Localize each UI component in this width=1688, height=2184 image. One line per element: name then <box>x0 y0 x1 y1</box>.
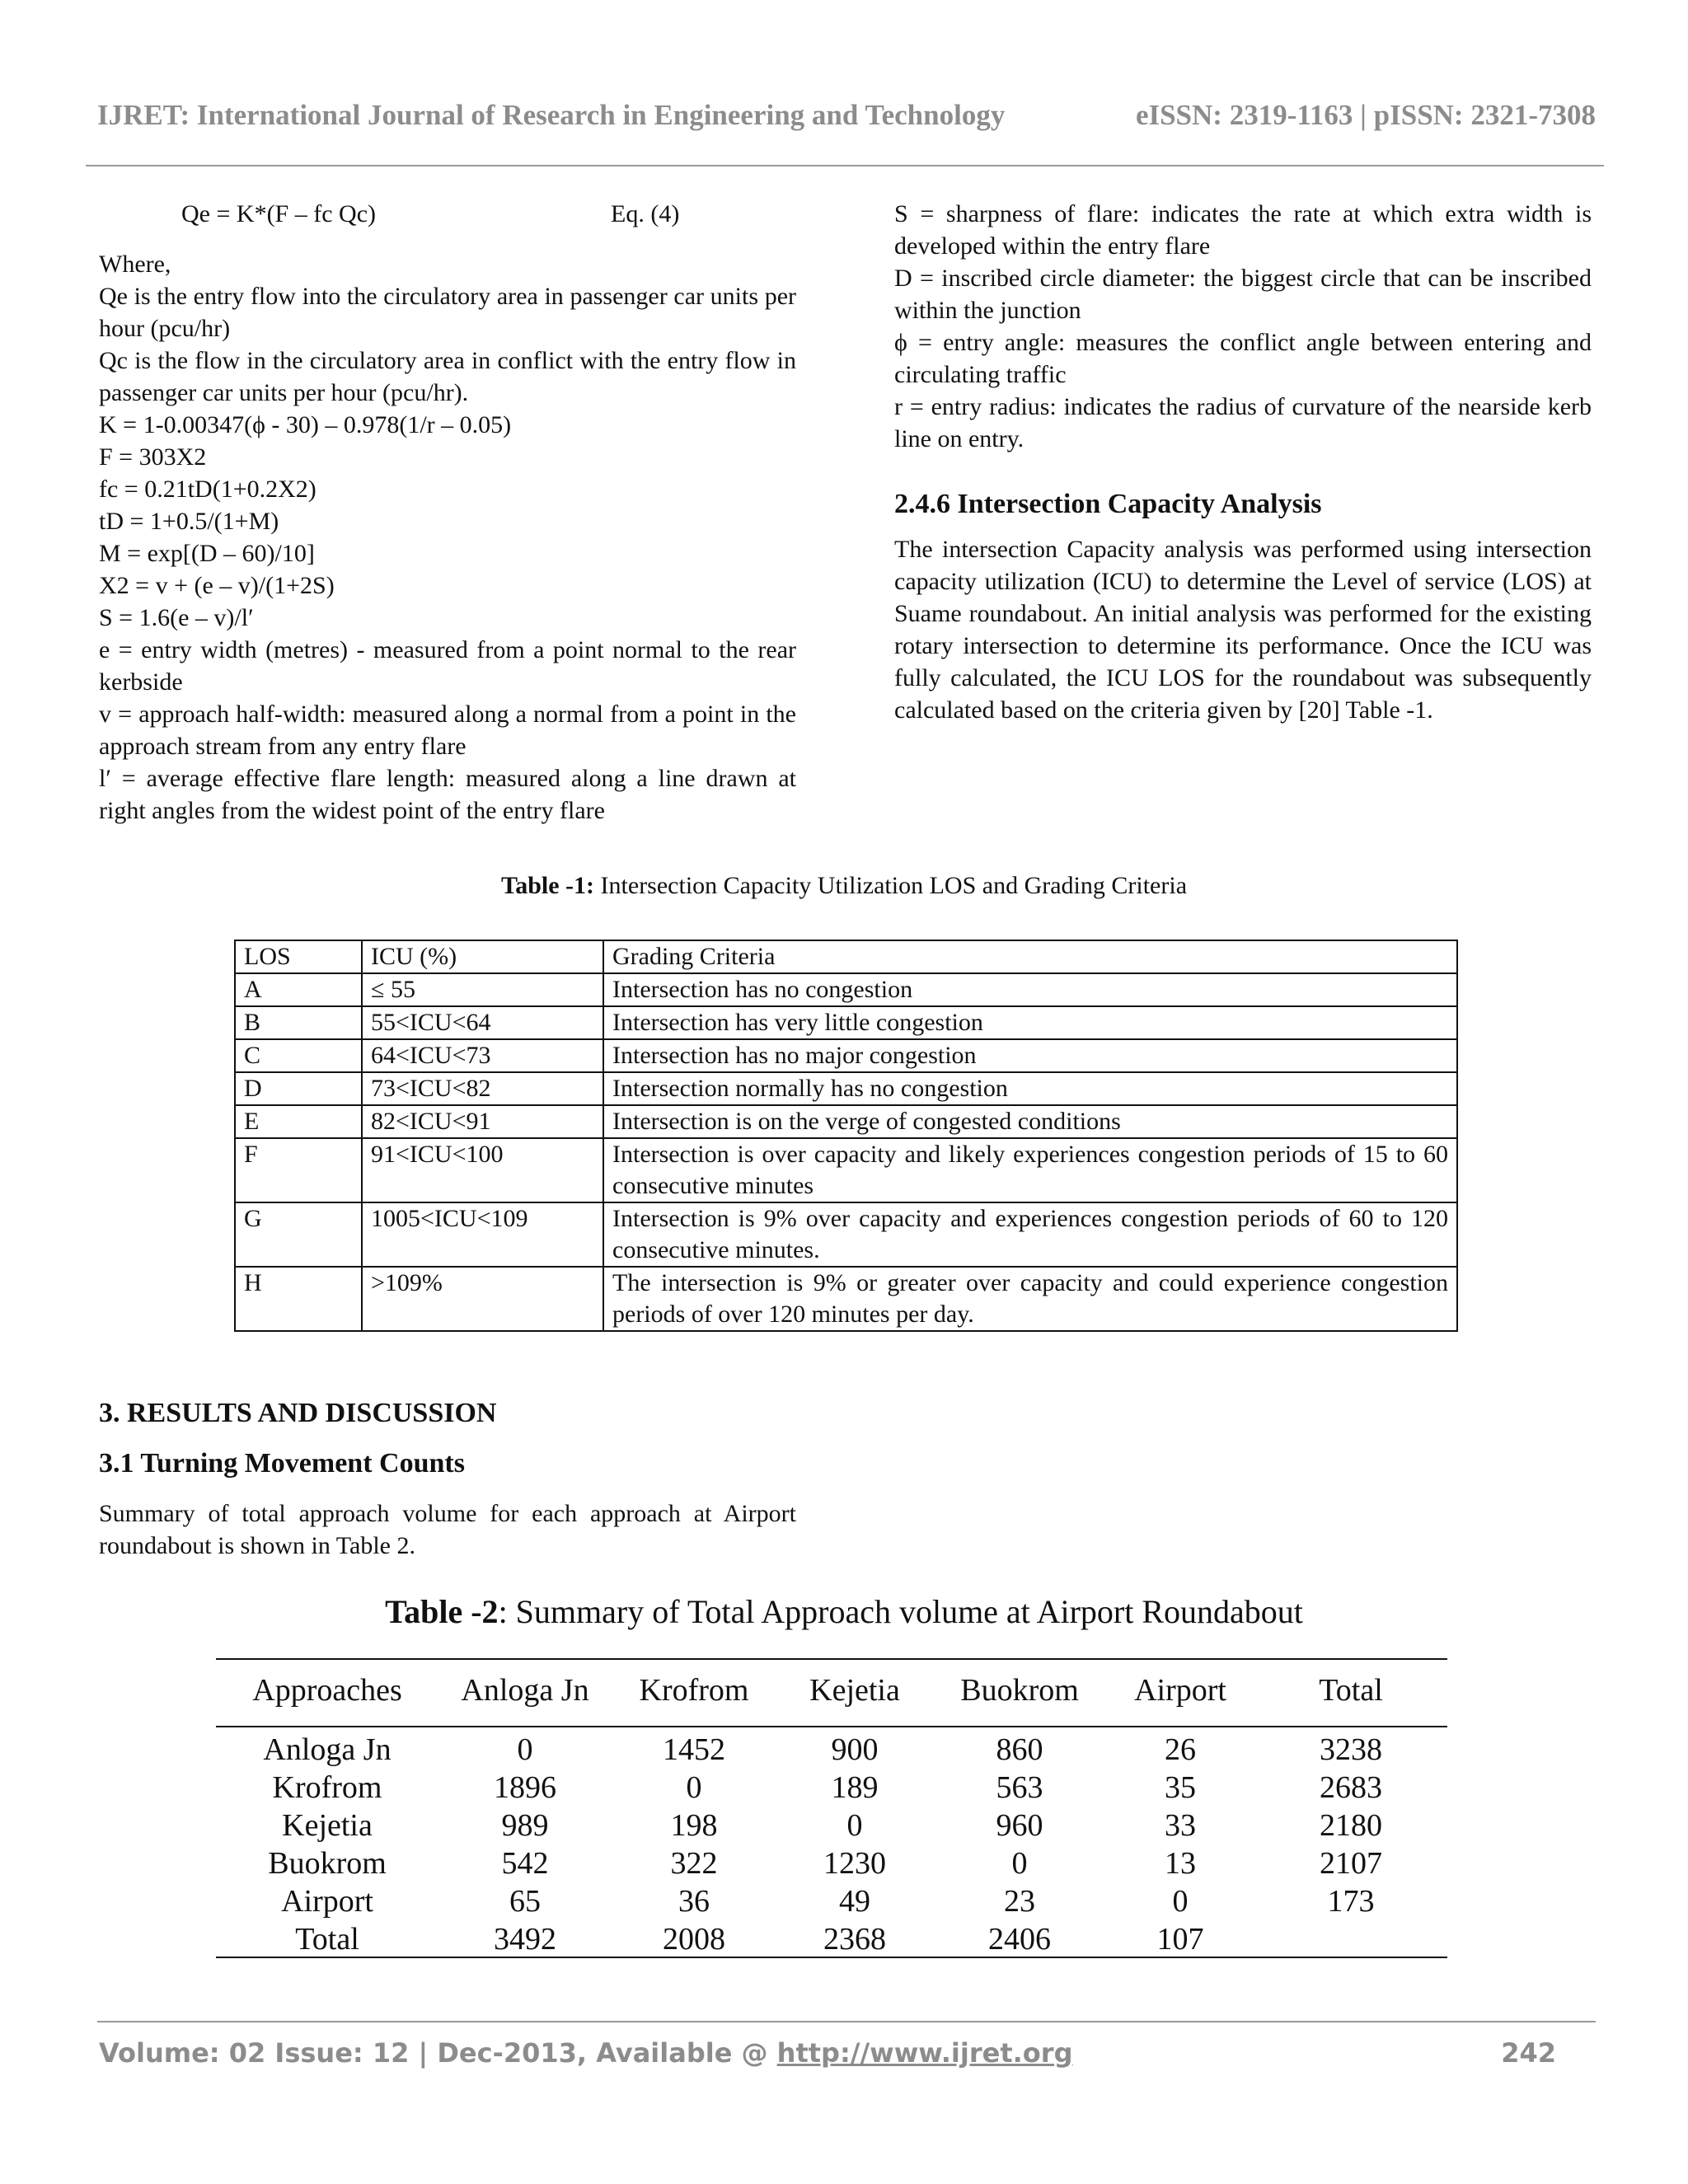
table-row <box>216 1844 1447 1882</box>
table-cell: A <box>235 973 362 1006</box>
s-formula: S = 1.6(e – v)/l′ <box>99 604 254 631</box>
equation-label: Eq. (4) <box>611 200 680 227</box>
table-cell: 989 <box>501 1808 549 1843</box>
table-cell: 0 <box>1011 1846 1028 1881</box>
header-cell: Grading Criteria <box>603 940 1457 973</box>
table-cell: 322 <box>670 1846 718 1881</box>
table-cell: 2008 <box>663 1922 725 1957</box>
issn: eISSN: 2319-1163 | pISSN: 2321-7308 <box>1135 99 1596 131</box>
table1-caption <box>0 872 1688 900</box>
table-cell: 0 <box>517 1732 533 1767</box>
table-cell: 0 <box>686 1770 702 1805</box>
where-label: Where, <box>99 251 171 278</box>
footer-rule <box>97 2021 1596 2022</box>
table-header-row <box>216 1661 1447 1719</box>
table-cell: 36 <box>678 1884 710 1919</box>
table2-top-rule <box>216 1658 1447 1660</box>
table-row <box>216 1731 1447 1769</box>
table-cell: G <box>235 1202 362 1267</box>
right-column <box>894 198 1592 726</box>
section3 <box>99 1397 796 1562</box>
table-cell: 900 <box>831 1732 879 1767</box>
table-cell: Intersection normally has no congestion <box>603 1072 1457 1105</box>
table-cell: 107 <box>1156 1922 1204 1957</box>
table-cell: 3492 <box>494 1922 556 1957</box>
qc-definition: Qc is the flow in the circulatory area in conflict with the entry flow in passenger car units per hour (pcu/hr). <box>99 347 796 406</box>
header-cell: ICU (%) <box>362 940 603 973</box>
table-cell: 2180 <box>1320 1808 1382 1843</box>
header-cell: Buokrom <box>960 1673 1079 1708</box>
table-row <box>235 1267 1457 1331</box>
table-cell: 173 <box>1327 1884 1375 1919</box>
table1-los-criteria <box>234 940 1458 1332</box>
table-cell: Buokrom <box>268 1846 387 1881</box>
table-cell: 860 <box>996 1732 1043 1767</box>
table1-caption-text: Intersection Capacity Utilization LOS and Grading Criteria <box>594 872 1188 899</box>
table2-approach-volume <box>216 1731 1447 1958</box>
table-header-row <box>235 940 1457 973</box>
table-cell: 1230 <box>823 1846 886 1881</box>
table-cell: 189 <box>831 1770 879 1805</box>
table-cell: 960 <box>996 1808 1043 1843</box>
header-cell: Anloga Jn <box>461 1673 589 1708</box>
page-number: 242 <box>1501 2037 1556 2069</box>
table-cell: Anloga Jn <box>263 1732 392 1767</box>
table-cell: D <box>235 1072 362 1105</box>
table-cell: 65 <box>509 1884 541 1919</box>
table-cell: 563 <box>996 1770 1043 1805</box>
table-cell: 198 <box>670 1808 718 1843</box>
header-cell: Kejetia <box>809 1673 900 1708</box>
equation-row <box>181 198 796 230</box>
phi-definition: ϕ = entry angle: measures the conflict angle between entering and circulating traffic <box>894 329 1592 388</box>
table-cell: Total <box>295 1922 359 1957</box>
fc-formula: fc = 0.21tD(1+0.2X2) <box>99 476 316 503</box>
table-cell: 13 <box>1165 1846 1196 1881</box>
table-cell: 82<ICU<91 <box>362 1105 603 1138</box>
table-cell: Intersection is 9% over capacity and experiences congestion periods of 60 to 120 consecutive minutes. <box>603 1202 1457 1267</box>
running-footer <box>99 2037 1556 2069</box>
table-cell: 35 <box>1165 1770 1196 1805</box>
table-cell: 55<ICU<64 <box>362 1006 603 1039</box>
table-cell: 2107 <box>1320 1846 1382 1881</box>
table-cell: 0 <box>1172 1884 1189 1919</box>
table-cell: 23 <box>1004 1884 1035 1919</box>
table2-mid-rule <box>216 1726 1447 1727</box>
table-row <box>216 1882 1447 1920</box>
header-cell: Total <box>1319 1673 1383 1708</box>
f-formula: F = 303X2 <box>99 443 207 471</box>
table-cell: >109% <box>362 1267 603 1331</box>
table-cell: Kejetia <box>282 1808 373 1843</box>
table-row <box>235 1039 1457 1072</box>
table-cell: Intersection has no major congestion <box>603 1039 1457 1072</box>
footer-volume <box>99 2037 1072 2069</box>
section-heading-results: 3. RESULTS AND DISCUSSION <box>99 1398 497 1428</box>
header-cell: Airport <box>1134 1673 1226 1708</box>
table-row <box>216 1769 1447 1807</box>
header-cell: LOS <box>235 940 362 973</box>
table-cell <box>1254 1920 1447 1958</box>
table-row <box>235 1138 1457 1202</box>
table2-caption-label: Table -2 <box>385 1593 499 1630</box>
table-cell: 49 <box>839 1884 870 1919</box>
l-definition: l′ = average effective flare length: measured along a line drawn at right angles from the widest point of the entry flare <box>99 765 796 824</box>
left-column <box>99 198 796 827</box>
table-cell: 1896 <box>494 1770 556 1805</box>
m-formula: M = exp[(D – 60)/10] <box>99 540 315 567</box>
table-cell: 73<ICU<82 <box>362 1072 603 1105</box>
table-cell: Intersection is over capacity and likely experiences congestion periods of 15 to 60 consecutive minutes <box>603 1138 1457 1202</box>
section-heading-icu: 2.4.6 Intersection Capacity Analysis <box>894 489 1322 519</box>
table-cell: 3238 <box>1320 1732 1382 1767</box>
table-cell: H <box>235 1267 362 1331</box>
table-cell: 1452 <box>663 1732 725 1767</box>
table-cell: Intersection has no congestion <box>603 973 1457 1006</box>
table-row <box>216 1920 1447 1958</box>
table-cell: 2683 <box>1320 1770 1382 1805</box>
header-cell: Krofrom <box>639 1673 749 1708</box>
table-cell: Airport <box>281 1884 373 1919</box>
icu-paragraph: The intersection Capacity analysis was performed using intersection capacity utilization (ICU) to determine the Level of service (LOS) at Suame roundabout. An initial analysis was performed for the existing rotary intersection to determine its performance. Once the ICU was fully calculated, the ICU LOS for the roundabout was subsequently calculated based on the criteria given by [20] Table -1. <box>894 536 1592 724</box>
table-cell: 2406 <box>988 1922 1051 1957</box>
table1-caption-label: Table -1: <box>500 872 595 899</box>
table-cell: 33 <box>1165 1808 1196 1843</box>
v-definition: v = approach half-width: measured along a normal from a point in the approach stream from any entry flare <box>99 701 796 760</box>
turning-paragraph: Summary of total approach volume for each approach at Airport roundabout is shown in Table 2. <box>99 1500 796 1559</box>
table-cell: ≤ 55 <box>362 973 603 1006</box>
table-row <box>235 1202 1457 1267</box>
journal-link[interactable]: http://www.ijret.org <box>776 2037 1073 2069</box>
table2-header <box>216 1661 1447 1719</box>
x2-formula: X2 = v + (e – v)/(1+2S) <box>99 572 335 599</box>
r-definition: r = entry radius: indicates the radius of curvature of the nearside kerb line on entry. <box>894 393 1592 452</box>
table-cell: Krofrom <box>272 1770 382 1805</box>
table-cell: F <box>235 1138 362 1202</box>
subsection-heading-turning: 3.1 Turning Movement Counts <box>99 1448 465 1479</box>
table-cell: Intersection has very little congestion <box>603 1006 1457 1039</box>
table-cell: E <box>235 1105 362 1138</box>
table-cell: 64<ICU<73 <box>362 1039 603 1072</box>
equation: Qe = K*(F – fc Qc) <box>181 200 377 227</box>
table-row <box>235 1006 1457 1039</box>
table-row <box>235 1072 1457 1105</box>
e-definition: e = entry width (metres) - measured from a point normal to the rear kerbside <box>99 636 796 696</box>
table-cell: Intersection is on the verge of congested conditions <box>603 1105 1457 1138</box>
journal-name: IJRET: International Journal of Research in Engineering and Technology <box>97 99 1006 131</box>
running-header <box>97 99 1596 132</box>
d-definition: D = inscribed circle diameter: the biggest circle that can be inscribed within the junction <box>894 265 1592 324</box>
header-cell: Approaches <box>252 1673 402 1708</box>
table2-bottom-rule <box>216 1957 1447 1958</box>
table-cell: B <box>235 1006 362 1039</box>
footer-volume-text: Volume: 02 Issue: 12 | Dec-2013, Available @ <box>99 2037 777 2069</box>
header-rule <box>86 165 1604 166</box>
table-cell: 2368 <box>823 1922 886 1957</box>
table-cell: 26 <box>1165 1732 1196 1767</box>
td-formula: tD = 1+0.5/(1+M) <box>99 508 279 535</box>
table2-caption <box>0 1592 1688 1631</box>
s-definition: S = sharpness of flare: indicates the rate at which extra width is developed within the entry flare <box>894 200 1592 260</box>
table2-caption-text: : Summary of Total Approach volume at Airport Roundabout <box>498 1593 1303 1630</box>
table-row <box>235 973 1457 1006</box>
k-formula: K = 1-0.00347(ϕ - 30) – 0.978(1/r – 0.05) <box>99 411 512 438</box>
table-row <box>216 1807 1447 1844</box>
table-cell: 1005<ICU<109 <box>362 1202 603 1267</box>
table-cell: 91<ICU<100 <box>362 1138 603 1202</box>
table-cell: 542 <box>501 1846 549 1881</box>
table-cell: The intersection is 9% or greater over capacity and could experience congestion periods of over 120 minutes per day. <box>603 1267 1457 1331</box>
table-cell: C <box>235 1039 362 1072</box>
qe-definition: Qe is the entry flow into the circulatory area in passenger car units per hour (pcu/hr) <box>99 283 796 342</box>
table-cell: 0 <box>846 1808 863 1843</box>
table-row <box>235 1105 1457 1138</box>
